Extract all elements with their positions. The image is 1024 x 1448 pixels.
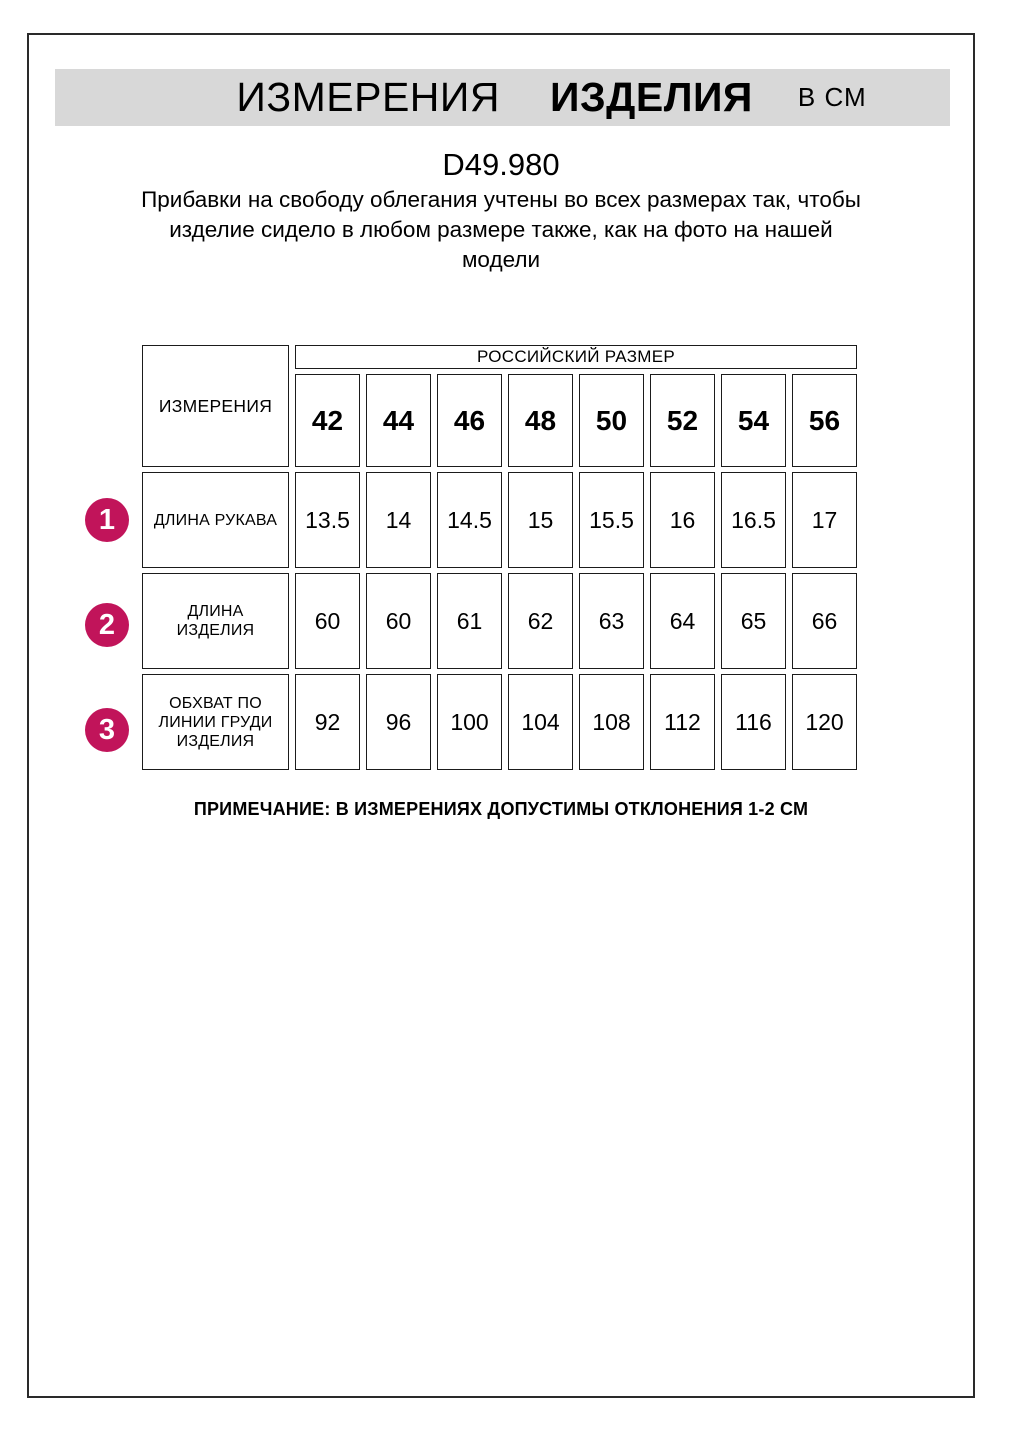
measurement-value-cell: 16 [650,472,715,568]
size-header-cell: 48 [508,374,573,467]
measurement-value-cell: 120 [792,674,857,770]
row-label [142,573,289,669]
size-header-cell: 50 [579,374,644,467]
measurement-value-cell: 15 [508,472,573,568]
measurement-value-cell: 13.5 [295,472,360,568]
measurement-value-cell: 108 [579,674,644,770]
title-units: В СМ [797,82,867,112]
row-label-line: ИЗДЕЛИЯ [176,732,255,750]
measurement-value-cell: 112 [650,674,715,770]
row-number-badge: 3 [85,708,129,752]
measurement-value-cell: 16.5 [721,472,786,568]
size-group-header: РОССИЙСКИЙ РАЗМЕР [295,345,857,369]
title-band [55,69,950,126]
page-border-frame [27,33,975,1398]
measurement-value-cell: 63 [579,573,644,669]
measurement-value-cell: 17 [792,472,857,568]
table-row [142,472,857,568]
measurement-value-cell: 64 [650,573,715,669]
measurement-value-cell: 116 [721,674,786,770]
row-label-line: ИЗДЕЛИЯ [176,622,255,639]
title-measurements: ИЗМЕРЕНИЯ [236,74,500,120]
measurement-value-cell: 96 [366,674,431,770]
measurement-value-cell: 14 [366,472,431,568]
measurement-value-cell: 104 [508,674,573,770]
measurement-value-cell: 15.5 [579,472,644,568]
size-group-row [142,345,857,369]
description-line: модели [461,247,541,272]
description-line: Прибавки на свободу облегания учтены во всех размерах так, чтобы [141,187,861,212]
row-label [142,472,289,568]
measurement-value-cell: 65 [721,573,786,669]
size-header-cell: 52 [650,374,715,467]
size-header-cell: 46 [437,374,502,467]
measurement-value-cell: 60 [366,573,431,669]
measurement-value-cell: 14.5 [437,472,502,568]
row-label-line: ОБХВАТ ПО [169,694,262,712]
note-text: ПРИМЕЧАНИЕ: В ИЗМЕРЕНИЯХ ДОПУСТИМЫ ОТКЛОНЕНИЯ 1-2 СМ [193,799,809,819]
table-row [142,674,857,770]
measurement-value-cell: 62 [508,573,573,669]
measurement-value-cell: 60 [295,573,360,669]
measurement-value-cell: 66 [792,573,857,669]
table-corner-label: ИЗМЕРЕНИЯ [142,345,289,467]
size-header-cell: 54 [721,374,786,467]
description-text [29,185,973,275]
measurements-table [136,340,863,775]
row-label [142,674,289,770]
measurement-value-cell: 92 [295,674,360,770]
size-header-cell: 42 [295,374,360,467]
model-code: D49.980 [442,147,560,182]
size-header-cell: 44 [366,374,431,467]
size-header-cell: 56 [792,374,857,467]
row-label-line: ЛИНИИ ГРУДИ [158,713,273,731]
row-label-line: ДЛИНА [187,603,244,620]
title-product: ИЗДЕЛИЯ [549,74,753,120]
row-number-badge: 1 [85,498,129,542]
table-row [142,573,857,669]
row-label-line: ДЛИНА РУКАВА [153,511,278,529]
measurement-value-cell: 61 [437,573,502,669]
row-number-badge: 2 [85,603,129,647]
measurement-value-cell: 100 [437,674,502,770]
description-line: изделие сидело в любом размере также, как на фото на нашей [169,217,833,242]
